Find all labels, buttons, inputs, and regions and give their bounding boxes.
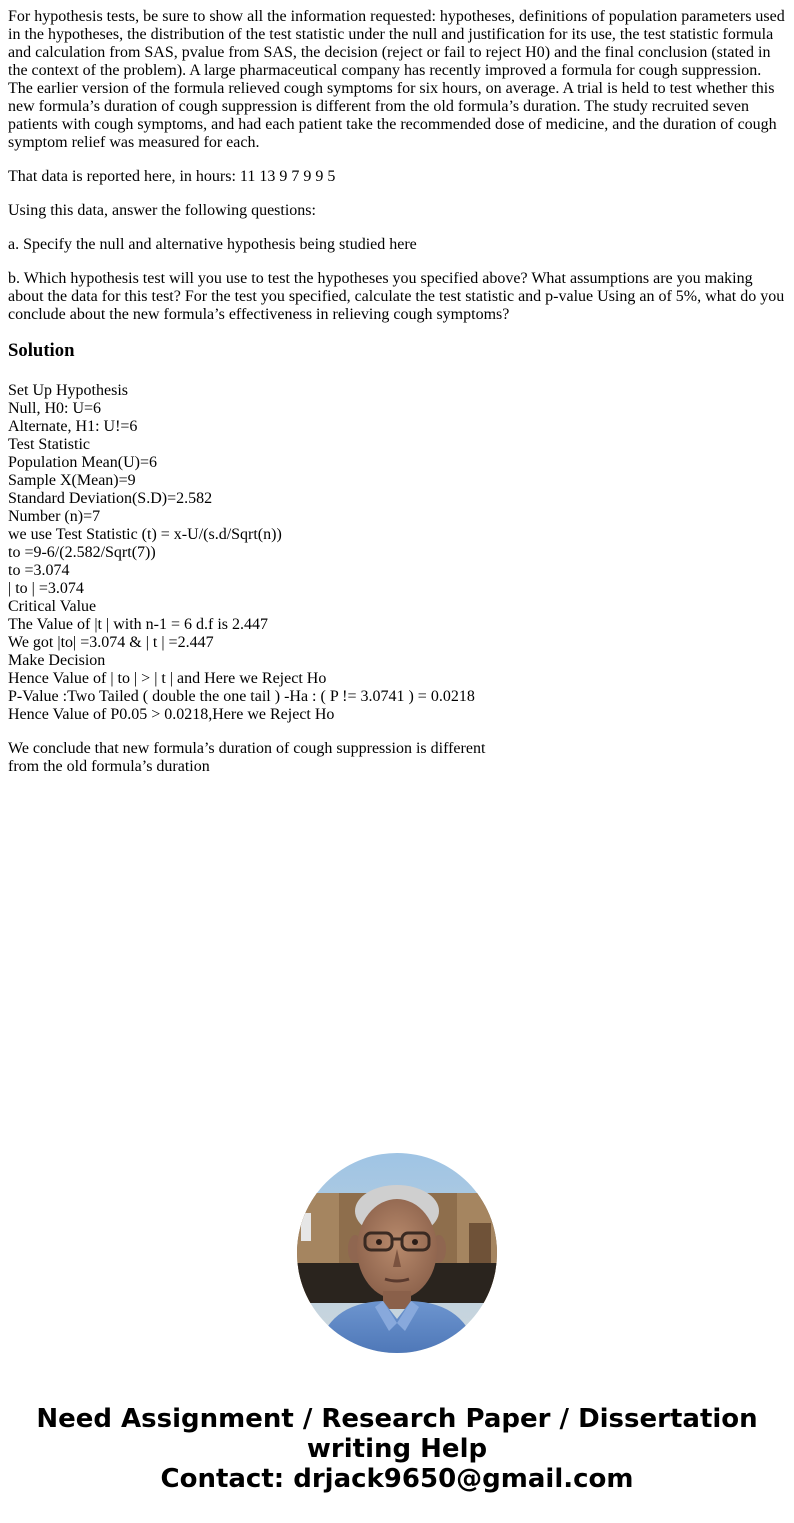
solution-line: Population Mean(U)=6 — [8, 454, 157, 471]
solution-line: Set Up Hypothesis — [8, 382, 128, 399]
solution-line: we use Test Statistic (t) = x-U/(s.d/Sqrt(n)) — [8, 526, 282, 543]
solution-line: Number (n)=7 — [8, 508, 101, 525]
author-portrait-image — [297, 1153, 497, 1353]
promo-contact: Contact: drjack9650@gmail.com — [160, 1464, 634, 1494]
solution-line: Null, H0: U=6 — [8, 400, 102, 417]
solution-line: Test Statistic — [8, 436, 90, 453]
solution-line: The Value of |t | with n-1 = 6 d.f is 2.447 — [8, 616, 268, 633]
solution-line: Critical Value — [8, 598, 97, 615]
solution-heading: Solution — [8, 340, 75, 361]
promo-line: writing Help — [306, 1434, 488, 1464]
question-part-a: a. Specify the null and alternative hypothesis being studied here — [8, 236, 417, 253]
question-part-b: b. Which hypothesis test will you use to test the hypotheses you specified above? What assumptions are you making about the data for this test? For the test you specified, calculate the test statistic and p-value Using an of 5%, what do you conclude about the new formula’s effectiveness in relieving cough symptoms? — [8, 270, 785, 323]
solution-line: Sample X(Mean)=9 — [8, 472, 136, 489]
solution-line: Standard Deviation(S.D)=2.582 — [8, 490, 213, 507]
author-avatar — [297, 1153, 497, 1353]
solution-conclusion — [8, 740, 788, 776]
document-body — [8, 8, 788, 792]
solution-line: Hence Value of P0.05 > 0.0218,Here we Reject Ho — [8, 706, 335, 723]
promo-banner — [0, 1404, 794, 1494]
solution-line: to =9-6/(2.582/Sqrt(7)) — [8, 544, 156, 561]
solution-line: to =3.074 — [8, 562, 70, 579]
conclusion-line: from the old formula’s duration — [8, 758, 210, 775]
solution-line: We got |to| =3.074 & | t | =2.447 — [8, 634, 214, 651]
question-intro: For hypothesis tests, be sure to show all the information requested: hypotheses, definitions of population parameters used in the hypotheses, the distribution of the test statistic under the null and justification for its use, the test statistic formula and calculation from SAS, pvalue from SAS, the decision (reject or fail to reject H0) and the final conclusion (stated in the context of the problem). A large pharmaceutical company has recently improved a formula for cough suppression. The earlier version of the formula relieved cough symptoms for six hours, on average. A trial is held to test whether this new formula’s duration of cough suppression is different from the old formula’s duration. The study recruited seven patients with cough symptoms, and had each patient take the recommended dose of medicine, and the duration of cough symptom relief was measured for each. — [8, 8, 785, 151]
question-instruction: Using this data, answer the following questions: — [8, 202, 316, 219]
solution-line: | to | =3.074 — [8, 580, 84, 597]
question-data-line: That data is reported here, in hours: 11 13 9 7 9 9 5 — [8, 168, 336, 185]
conclusion-line: We conclude that new formula’s duration of cough suppression is different — [8, 740, 486, 757]
solution-line: P-Value :Two Tailed ( double the one tail ) -Ha : ( P != 3.0741 ) = 0.0218 — [8, 688, 475, 705]
solution-line: Alternate, H1: U!=6 — [8, 418, 138, 435]
promo-line: Need Assignment / Research Paper / Dissertation — [36, 1404, 758, 1434]
solution-line: Hence Value of | to | > | t | and Here we Reject Ho — [8, 670, 327, 687]
solution-line: Make Decision — [8, 652, 106, 669]
solution-steps — [8, 382, 788, 724]
